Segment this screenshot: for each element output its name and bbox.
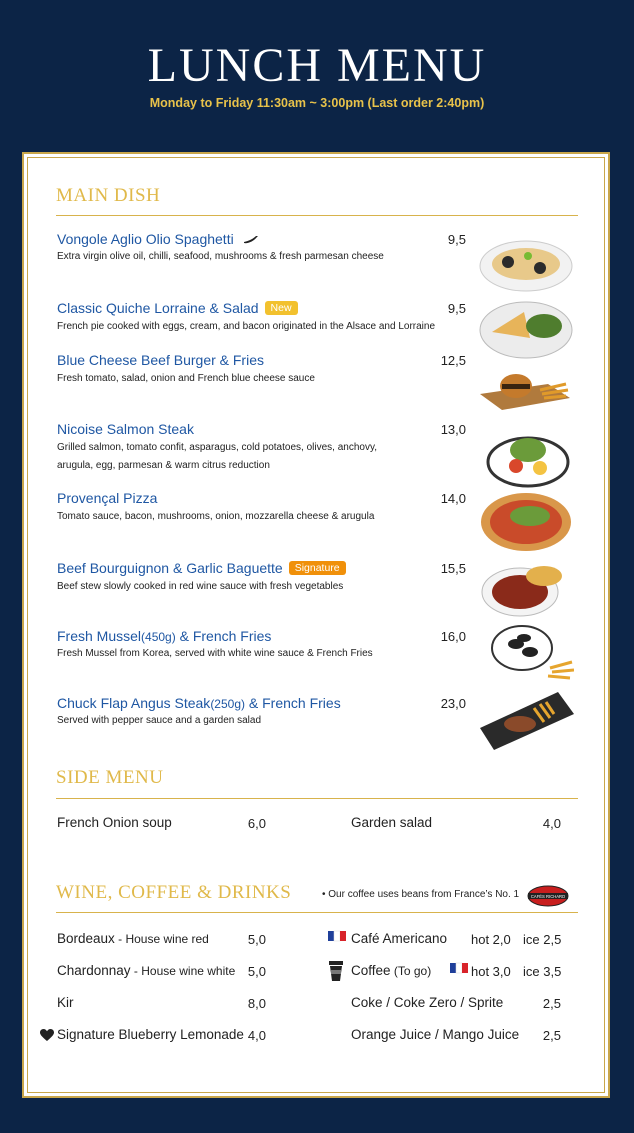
coffee-cup-icon <box>328 960 344 982</box>
new-badge: New <box>265 301 298 315</box>
drink-price: 8,0 <box>247 996 266 1011</box>
page-subtitle: Monday to Friday 11:30am ~ 3:00pm (Last order 2:40pm) <box>149 96 485 110</box>
dish-name <box>57 695 341 711</box>
drink-hot-price: hot 2,0 <box>471 932 511 947</box>
dish-name <box>57 300 298 316</box>
drink-price: 5,0 <box>247 932 266 947</box>
dish-name: Provençal Pizza <box>57 490 158 506</box>
dish-description: French pie cooked with eggs, cream, and bacon originated in the Alsace and Lorraine <box>57 321 436 332</box>
dish-name-text: Classic Quiche Lorraine & Salad <box>57 300 259 316</box>
dish-name: Nicoise Salmon Steak <box>57 421 194 437</box>
dish-description: Fresh tomato, salad, onion and French blue cheese sauce <box>57 373 315 384</box>
dish-description: Served with pepper sauce and a garden salad <box>57 715 262 726</box>
signature-badge: Signature <box>289 561 346 575</box>
dish-description: Tomato sauce, bacon, mushrooms, onion, mozzarella cheese & arugula <box>57 511 375 522</box>
spaghetti-photo <box>478 232 574 294</box>
side-item-price: 4,0 <box>542 816 561 831</box>
dish-name <box>57 231 259 247</box>
section-divider <box>56 798 578 799</box>
dish-name <box>57 628 271 644</box>
dish-description: Beef stew slowly cooked in red wine sauce with fresh vegetables <box>57 581 344 592</box>
drink-subtitle: (To go) <box>390 964 432 978</box>
drink-ice-price: ice 2,5 <box>523 932 562 947</box>
dish-price: 14,0 <box>440 491 466 506</box>
drink-name: Bordeaux <box>57 931 115 946</box>
page-title: LUNCH MENU <box>147 39 487 92</box>
drink-subtitle: - House wine red <box>114 932 209 946</box>
dish-description-line2: arugula, egg, parmesan & warm citrus reduction <box>57 460 270 471</box>
dish-price: 9,5 <box>447 301 466 316</box>
burger-photo <box>478 364 574 412</box>
drink-price: 4,0 <box>247 1028 266 1043</box>
dish-name-text: Vongole Aglio Olio Spaghetti <box>57 231 234 247</box>
dish-price: 15,5 <box>440 561 466 576</box>
side-item-name: Garden salad <box>351 815 433 830</box>
quiche-photo <box>478 298 574 360</box>
drink-row <box>57 963 235 978</box>
side-item-name: French Onion soup <box>57 815 172 830</box>
cafes-richard-logo <box>527 885 569 907</box>
dish-price: 16,0 <box>440 629 466 644</box>
dish-description: Grilled salmon, tomato confit, asparagus, cold potatoes, olives, anchovy, <box>57 442 377 453</box>
dish-weight: (450g) <box>141 630 176 644</box>
drink-row <box>351 963 431 978</box>
section-title-drinks: WINE, COFFEE & DRINKS <box>56 882 292 903</box>
section-divider <box>56 912 578 913</box>
dish-name-text: Beef Bourguignon & Garlic Baguette <box>57 560 283 576</box>
drink-price: 2,5 <box>542 996 561 1011</box>
dish-name-text: & French Fries <box>245 695 341 711</box>
drink-ice-price: ice 3,5 <box>523 964 562 979</box>
dish-name: Blue Cheese Beef Burger & Fries <box>57 352 264 368</box>
dish-name-text: Fresh Mussel <box>57 628 142 644</box>
mussel-photo <box>478 622 574 684</box>
drink-price: 5,0 <box>247 964 266 979</box>
dish-price: 9,5 <box>447 232 466 247</box>
pizza-photo <box>478 490 574 552</box>
chili-pepper-icon <box>243 235 259 245</box>
drink-name: Coffee <box>351 963 391 978</box>
salmon-photo <box>478 426 574 488</box>
drink-row <box>57 931 209 946</box>
dish-price: 13,0 <box>440 422 466 437</box>
drink-price: 2,5 <box>542 1028 561 1043</box>
drink-name: Signature Blueberry Lemonade <box>57 1027 244 1042</box>
french-flag-icon <box>326 930 348 944</box>
dish-price: 12,5 <box>440 353 466 368</box>
dish-price: 23,0 <box>440 696 466 711</box>
drink-subtitle: - House wine white <box>130 964 236 978</box>
drink-name: Chardonnay <box>57 963 131 978</box>
coffee-note: • Our coffee uses beans from France’s No. 1 <box>322 889 520 900</box>
section-title-side-menu: SIDE MENU <box>56 767 164 788</box>
dish-name-text: Chuck Flap Angus Steak <box>57 695 211 711</box>
side-item-price: 6,0 <box>247 816 266 831</box>
drink-hot-price: hot 3,0 <box>471 964 511 979</box>
section-title-main-dish: MAIN DISH <box>56 185 161 206</box>
section-divider <box>56 215 578 216</box>
dish-description: Fresh Mussel from Korea, served with white wine sauce & French Fries <box>57 648 373 659</box>
drink-name: Café Americano <box>351 931 448 946</box>
french-flag-icon <box>448 962 470 976</box>
heart-icon <box>40 1029 54 1042</box>
steak-photo <box>478 688 574 750</box>
dish-description: Extra virgin olive oil, chilli, seafood, mushrooms & fresh parmesan cheese <box>57 251 384 262</box>
logo-text: CAFÉS RICHARD <box>530 894 566 899</box>
bourguignon-photo <box>478 556 574 618</box>
dish-name <box>57 560 346 576</box>
dish-name-text: & French Fries <box>175 628 272 644</box>
drink-name: Kir <box>57 995 74 1010</box>
dish-weight: (250g) <box>210 697 245 711</box>
drink-name: Coke / Coke Zero / Sprite <box>351 995 504 1010</box>
drink-name: Orange Juice / Mango Juice <box>351 1027 520 1042</box>
